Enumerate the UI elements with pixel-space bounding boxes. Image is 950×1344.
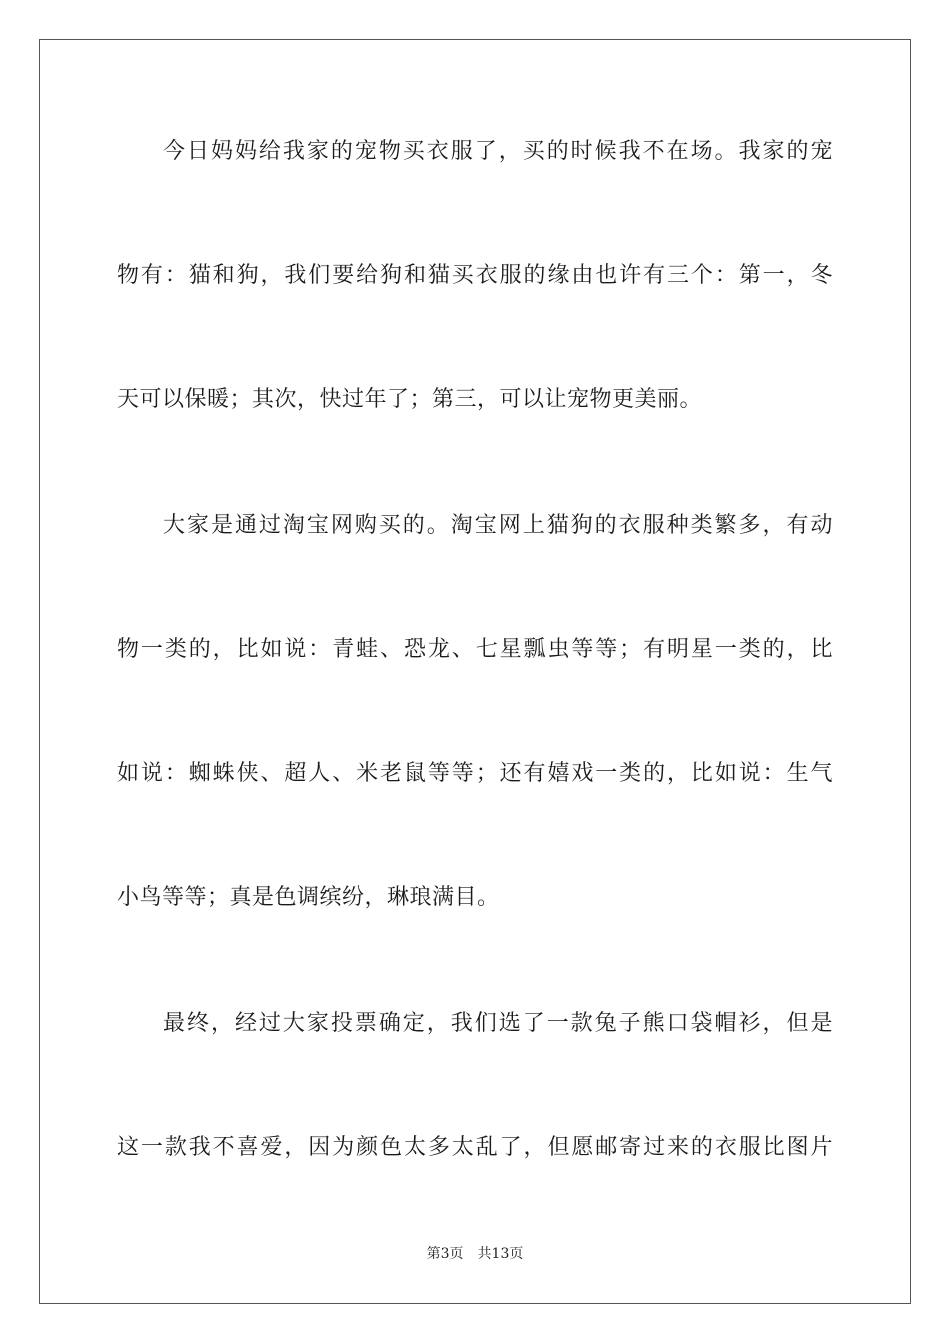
paragraph-2-line-4: 小鸟等等；真是色调缤纷，琳琅满目。 <box>117 885 500 910</box>
paragraph-2-line-1: 大家是通过淘宝网购买的。淘宝网上猫狗的衣服种类繁多，有动 <box>163 513 833 538</box>
paragraph-2-line-3: 如说：蜘蛛侠、超人、米老鼠等等；还有嬉戏一类的，比如说：生气 <box>117 761 833 786</box>
paragraph-1-line-1: 今日妈妈给我家的宠物买衣服了，买的时候我不在场。我家的宠 <box>163 139 833 164</box>
page-number: 第3页 <box>426 1246 464 1262</box>
paragraph-2-line-2: 物一类的，比如说：青蛙、恐龙、七星瓢虫等等；有明星一类的，比 <box>117 637 833 662</box>
page-footer <box>0 1245 950 1263</box>
paragraph-3-line-2: 这一款我不喜爱，因为颜色太多太乱了，但愿邮寄过来的衣服比图片 <box>117 1135 833 1160</box>
page-total: 共13页 <box>477 1246 524 1262</box>
paragraph-3-line-1: 最终，经过大家投票确定，我们选了一款兔子熊口袋帽衫，但是 <box>163 1011 833 1036</box>
paragraph-1-line-2: 物有：猫和狗，我们要给狗和猫买衣服的缘由也许有三个：第一，冬 <box>117 263 833 288</box>
paragraph-1-line-3: 天可以保暖；其次，快过年了；第三，可以让宠物更美丽。 <box>117 387 703 412</box>
page-border <box>39 39 911 1304</box>
